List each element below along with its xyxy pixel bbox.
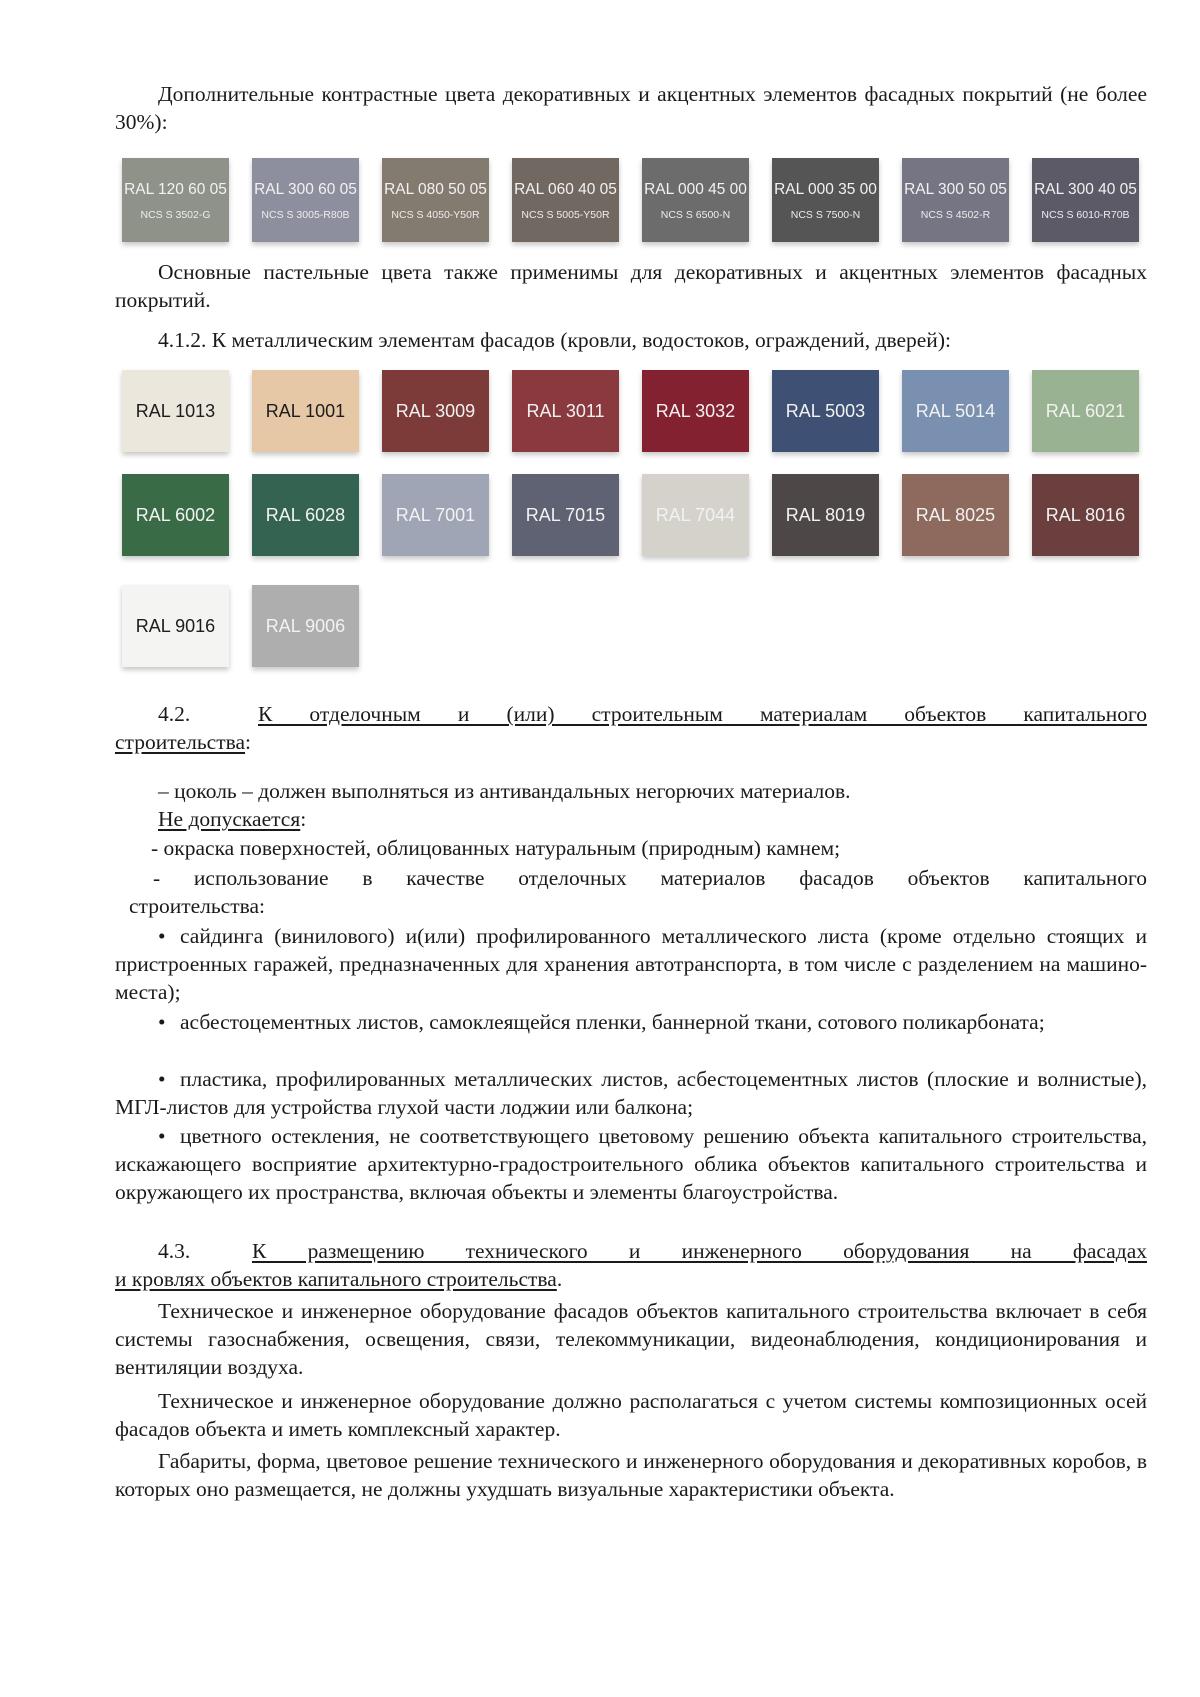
swatch-ncs-code: NCS S 3005-R80B (261, 208, 350, 221)
section-4-2-heading-second-line (115, 728, 1147, 756)
color-swatch (1032, 370, 1139, 452)
color-swatch (642, 370, 749, 452)
accent-swatch-row (122, 158, 1162, 242)
swatch-ncs-code: NCS S 5005-Y50R (521, 208, 610, 221)
metal-swatch-row-3 (122, 585, 382, 667)
bullet-text: сайдинга (винилового) и(или) профилированного металлического листа (кроме отдельно стоящих и пристроенных гаражей, предназначенных для хранения автотранспорта, в том числе с разделением на машино-места); (115, 924, 1147, 1004)
bullet-item-glazing (115, 1122, 1147, 1206)
color-swatch (122, 158, 229, 242)
swatch-ncs-code: NCS S 4502-R (920, 208, 991, 221)
swatch-ral-code: RAL 9016 (135, 616, 216, 636)
swatch-ral-code: RAL 7044 (655, 505, 736, 525)
bullet-item-asbestos (115, 1008, 1147, 1036)
swatch-ral-code: RAL 6002 (135, 505, 216, 525)
bullet-glyph: • (158, 1010, 166, 1034)
bullet-glyph: • (158, 1124, 166, 1148)
swatch-ral-code: RAL 3009 (395, 401, 476, 421)
swatch-ral-code: RAL 6028 (265, 505, 346, 525)
swatch-ral-code: RAL 1013 (135, 401, 216, 421)
swatch-ncs-code: NCS S 6500-N (660, 208, 731, 221)
metal-swatch-row-1 (122, 370, 1162, 452)
color-swatch (382, 158, 489, 242)
bullet-text: асбестоцементных листов, самоклеящейся пленки, баннерной ткани, сотового поликарбоната; (180, 1010, 1045, 1034)
swatch-ncs-code: NCS S 4050-Y50R (391, 208, 480, 221)
swatch-ral-code: RAL 5014 (915, 401, 996, 421)
color-swatch (772, 474, 879, 556)
color-swatch (122, 474, 229, 556)
section-4-3-title-rest: и кровлях объектов капитального строительства (115, 1267, 557, 1291)
swatch-ral-code: RAL 8019 (785, 505, 866, 525)
plinth-requirement: – цоколь – должен выполняться из антивандальных негорючих материалов. (158, 779, 851, 803)
use-prohibition-line-2: строительства: (129, 894, 266, 918)
color-swatch (772, 370, 879, 452)
section-4-2-colon: : (245, 730, 252, 754)
swatch-ral-code: RAL 120 60 05 (124, 180, 227, 198)
color-swatch (252, 158, 359, 242)
color-swatch (642, 474, 749, 556)
swatch-ral-code: RAL 3032 (655, 401, 736, 421)
color-swatch (902, 158, 1009, 242)
not-allowed-heading (115, 805, 1147, 833)
swatch-ncs-code: NCS S 6010-R70B (1041, 208, 1130, 221)
swatch-ral-code: RAL 3011 (526, 401, 605, 421)
pastel-note-paragraph: Основные пастельные цвета также применимы для декоративных и акцентных элементов фасадных покрытий. (115, 260, 1147, 312)
color-swatch (772, 158, 879, 242)
swatch-ral-code: RAL 6021 (1045, 401, 1126, 421)
equipment-paragraph-2: Техническое и инженерное оборудование должно располагаться с учетом системы композиционных осей фасадов объекта и иметь комплексный характер. (115, 1389, 1147, 1441)
equipment-paragraph-3: Габариты, форма, цветовое решение технического и инженерного оборудования и декоративных коробов, в которых оно размещается, не должны ухудшать визуальные характеристики объекта. (115, 1449, 1147, 1501)
bullet-glyph: • (158, 924, 166, 948)
swatch-ral-code: RAL 300 60 05 (254, 180, 357, 198)
swatch-ral-code: RAL 1001 (265, 401, 346, 421)
not-allowed-label: Не допускается (158, 807, 301, 831)
color-swatch (382, 370, 489, 452)
color-swatch (512, 474, 619, 556)
section-4-3-title-first: К размещению технического и инженерного оборудования на фасадах (252, 1239, 1147, 1263)
swatch-ncs-code: NCS S 3502-G (140, 208, 211, 221)
color-swatch (512, 370, 619, 452)
section-4-2-heading-line (115, 700, 1147, 728)
section-4-3-dot: . (556, 1267, 563, 1291)
swatch-ral-code: RAL 7015 (525, 505, 606, 525)
painting-prohibition: - окраска поверхностей, облицованных натуральным (природным) камнем; (151, 836, 841, 860)
section-4-3-number: 4.3. (158, 1239, 191, 1263)
bullet-text: цветного остекления, не соответствующего цветовому решению объекта капитального строительства, искажающего восприятие архитектурно-градостроительного облика объектов капитального строительства и окружающего их пространства, включая объекты и элементы благоустройства. (115, 1124, 1147, 1204)
color-swatch (512, 158, 619, 242)
section-4-2-number: 4.2. (158, 702, 191, 726)
bullet-item-plastic (115, 1065, 1147, 1121)
color-swatch (1032, 474, 1139, 556)
swatch-ral-code: RAL 9006 (265, 616, 346, 636)
use-prohibition (129, 864, 1147, 920)
swatch-ral-code: RAL 8016 (1045, 505, 1126, 525)
bullet-item-siding (115, 922, 1147, 1006)
color-swatch (1032, 158, 1139, 242)
color-swatch (382, 474, 489, 556)
bullet-glyph: • (158, 1067, 166, 1091)
equipment-paragraph-1: Техническое и инженерное оборудование фасадов объектов капитального строительства включает в себя системы газоснабжения, освещения, связи, телекоммуникации, видеонаблюдения, кондиционирования и вентиляции воздуха. (115, 1299, 1147, 1379)
use-prohibition-line-1: - использование в качестве отделочных материалов фасадов объектов капитального (153, 866, 1147, 890)
color-swatch (902, 474, 1009, 556)
metal-elements-heading: 4.1.2. К металлическим элементам фасадов (кровли, водостоков, ограждений, дверей): (158, 328, 951, 352)
color-swatch (122, 585, 229, 667)
swatch-ral-code: RAL 5003 (785, 401, 866, 421)
swatch-ral-code: RAL 8025 (915, 505, 996, 525)
color-swatch (122, 370, 229, 452)
color-swatch (902, 370, 1009, 452)
section-4-2-title-rest: строительства (115, 730, 246, 754)
color-swatch (252, 474, 359, 556)
section-4-2-title-first: К отделочным и (или) строительным материалам объектов капитального (258, 702, 1147, 726)
swatch-ral-code: RAL 080 50 05 (384, 180, 487, 198)
swatch-ral-code: RAL 000 35 00 (774, 180, 877, 198)
bullet-text: пластика, профилированных металлических листов, асбестоцементных листов (плоские и волнистые), МГЛ-листов для устройства глухой части лоджии или балкона; (115, 1067, 1147, 1119)
swatch-ral-code: RAL 060 40 05 (514, 180, 617, 198)
swatch-ncs-code: NCS S 7500-N (790, 208, 861, 221)
section-4-3-heading (115, 1237, 1147, 1293)
section-4-2-heading (115, 700, 1147, 756)
swatch-ral-code: RAL 300 40 05 (1034, 180, 1137, 198)
not-allowed-colon: : (300, 807, 307, 831)
swatch-ral-code: RAL 300 50 05 (904, 180, 1007, 198)
color-swatch (252, 585, 359, 667)
swatch-ral-code: RAL 000 45 00 (644, 180, 747, 198)
swatch-ral-code: RAL 7001 (395, 505, 476, 525)
section-4-3-heading-second-line (115, 1265, 1147, 1293)
color-swatch (642, 158, 749, 242)
metal-swatch-row-2 (122, 474, 1162, 556)
color-swatch (252, 370, 359, 452)
intro-accent-paragraph: Дополнительные контрастные цвета декоративных и акцентных элементов фасадных покрытий (не более 30%): (115, 82, 1147, 134)
section-4-3-heading-line (115, 1237, 1147, 1265)
